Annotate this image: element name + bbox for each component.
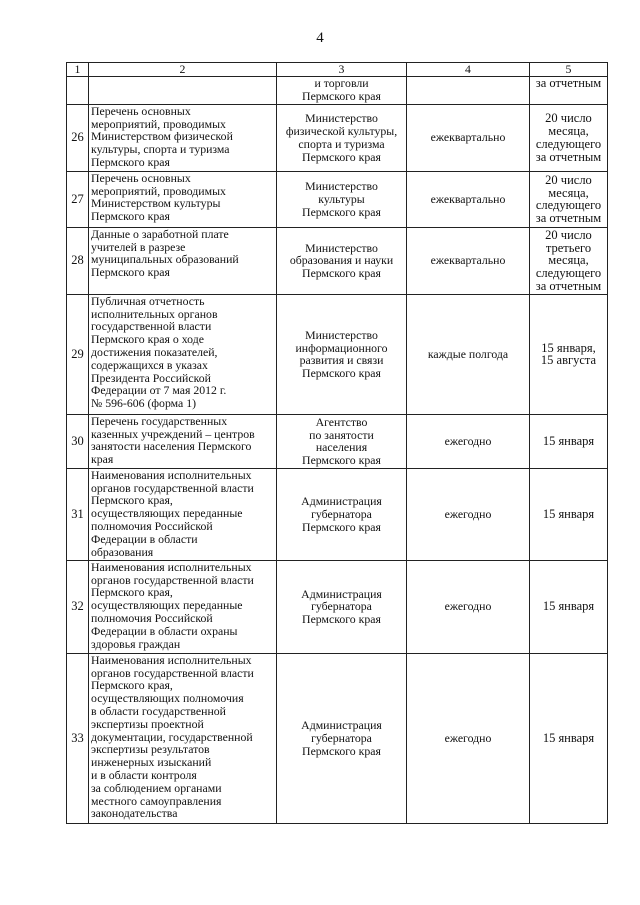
row-number: 30 [67, 414, 89, 468]
deadline: 20 число месяца, следующего за отчетным [530, 171, 608, 227]
report-name: Перечень государственных казенных учреждений – центров занятости населения Пермского края [89, 414, 277, 468]
table-row [67, 294, 608, 414]
responsible-body: Агентство по занятости населения Пермского края [277, 414, 407, 468]
periodicity: ежегодно [407, 468, 530, 560]
deadline: 20 число месяца, следующего за отчетным [530, 104, 608, 171]
responsible-body: Министерство физической культуры, спорта и туризма Пермского края [277, 104, 407, 171]
table-row [67, 171, 608, 227]
report-name: Перечень основных мероприятий, проводимых Министерством культуры Пермского края [89, 171, 277, 227]
row-number: 26 [67, 104, 89, 171]
continuation-responsible-cell: и торговли Пермского края [277, 76, 407, 104]
periodicity: ежеквартально [407, 171, 530, 227]
row-number: 28 [67, 227, 89, 294]
periodicity: ежеквартально [407, 104, 530, 171]
continuation-periodicity-cell [407, 76, 530, 104]
table-row [67, 468, 608, 560]
periodicity: ежегодно [407, 414, 530, 468]
row-number: 29 [67, 294, 89, 414]
row-number: 32 [67, 560, 89, 653]
report-name: Наименования исполнительных органов государственной власти Пермского края, осуществляющих переданные полномочия Российской Федерации в области охраны здоровья граждан [89, 560, 277, 653]
row-number: 33 [67, 653, 89, 823]
periodicity: каждые полгода [407, 294, 530, 414]
table-row [67, 227, 608, 294]
table-row [67, 653, 608, 823]
table-row [67, 104, 608, 171]
deadline: 15 января [530, 560, 608, 653]
deadline: 15 января [530, 468, 608, 560]
responsible-body: Министерство образования и науки Пермского края [277, 227, 407, 294]
column-header-1: 1 [67, 63, 89, 77]
continuation-row [67, 76, 608, 104]
deadline: 15 января [530, 414, 608, 468]
column-header-2: 2 [89, 63, 277, 77]
responsible-body: Администрация губернатора Пермского края [277, 468, 407, 560]
responsible-body: Министерство информационного развития и связи Пермского края [277, 294, 407, 414]
periodicity: ежеквартально [407, 227, 530, 294]
responsible-body: Администрация губернатора Пермского края [277, 653, 407, 823]
table-row [67, 414, 608, 468]
row-number: 31 [67, 468, 89, 560]
continuation-num-cell [67, 76, 89, 104]
row-number: 27 [67, 171, 89, 227]
column-header-3: 3 [277, 63, 407, 77]
continuation-term-cell: за отчетным [530, 76, 608, 104]
column-header-5: 5 [530, 63, 608, 77]
table-row [67, 560, 608, 653]
deadline: 15 января [530, 653, 608, 823]
report-table [66, 62, 608, 824]
report-name: Данные о заработной плате учителей в разрезе муниципальных образований Пермского края [89, 227, 277, 294]
column-header-4: 4 [407, 63, 530, 77]
responsible-body: Министерство культуры Пермского края [277, 171, 407, 227]
report-name: Публичная отчетность исполнительных органов государственной власти Пермского края о ходе достижения показателей, содержащихся в указах Президента Российской Федерации от 7 мая 2012 г. № 596-606 (форма 1) [89, 294, 277, 414]
report-name: Наименования исполнительных органов государственной власти Пермского края, осуществляющих переданные полномочия Российской Федерации в области образования [89, 468, 277, 560]
periodicity: ежегодно [407, 653, 530, 823]
header-row [67, 63, 608, 77]
report-name: Наименования исполнительных органов государственной власти Пермского края, осуществляющих полномочия в области государственной экспертизы проектной документации, государственной экспертизы результатов инженерных изысканий и в области контроля за соблюдением органами местного самоуправления законодательства [89, 653, 277, 823]
deadline: 20 число третьего месяца, следующего за отчетным [530, 227, 608, 294]
responsible-body: Администрация губернатора Пермского края [277, 560, 407, 653]
page-number: 4 [316, 30, 324, 46]
periodicity: ежегодно [407, 560, 530, 653]
report-name: Перечень основных мероприятий, проводимых Министерством физической культуры, спорта и туризма Пермского края [89, 104, 277, 171]
continuation-name-cell [89, 76, 277, 104]
deadline: 15 января, 15 августа [530, 294, 608, 414]
